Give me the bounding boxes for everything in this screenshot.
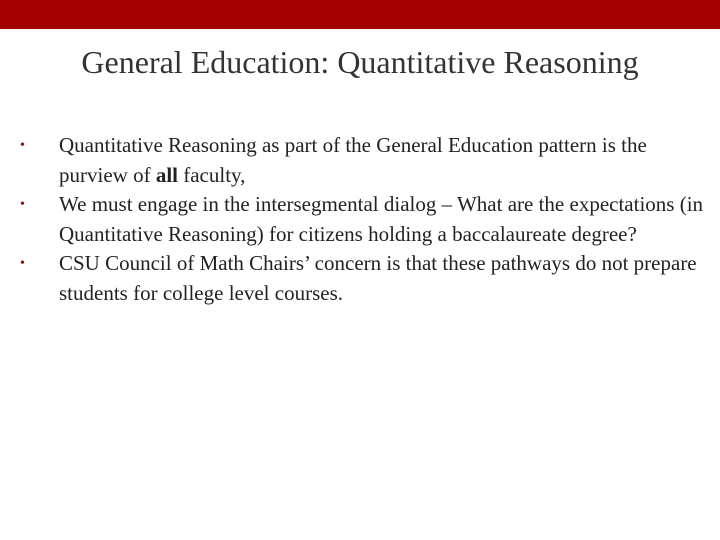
bullet-list — [20, 131, 710, 308]
bullet-item-math-chairs-concern — [20, 249, 710, 308]
bullet-emphasis-text: all — [155, 162, 178, 187]
bullet-icon: • — [20, 138, 25, 153]
bullet-item-intersegmental-dialog — [20, 190, 710, 249]
bullet-item-quantitative-reasoning — [20, 131, 710, 190]
bullet-text-end: faculty, — [177, 162, 246, 187]
slide-title: General Education: Quantitative Reasoning — [81, 44, 639, 80]
bullet-text: CSU Council of Math Chairs’ concern is that these pathways do not prepare students for college level courses. — [59, 251, 697, 305]
bullet-text: We must engage in the intersegmental dialog – What are the expectations (in Quantitative Reasoning) for citizens holding a baccalaureate degree? — [59, 192, 704, 246]
bullet-text: Quantitative Reasoning as part of the General Education pattern is the purview of — [59, 133, 647, 187]
header-bar — [0, 0, 720, 29]
bullet-icon: • — [20, 197, 25, 212]
bullet-icon: • — [20, 256, 25, 271]
